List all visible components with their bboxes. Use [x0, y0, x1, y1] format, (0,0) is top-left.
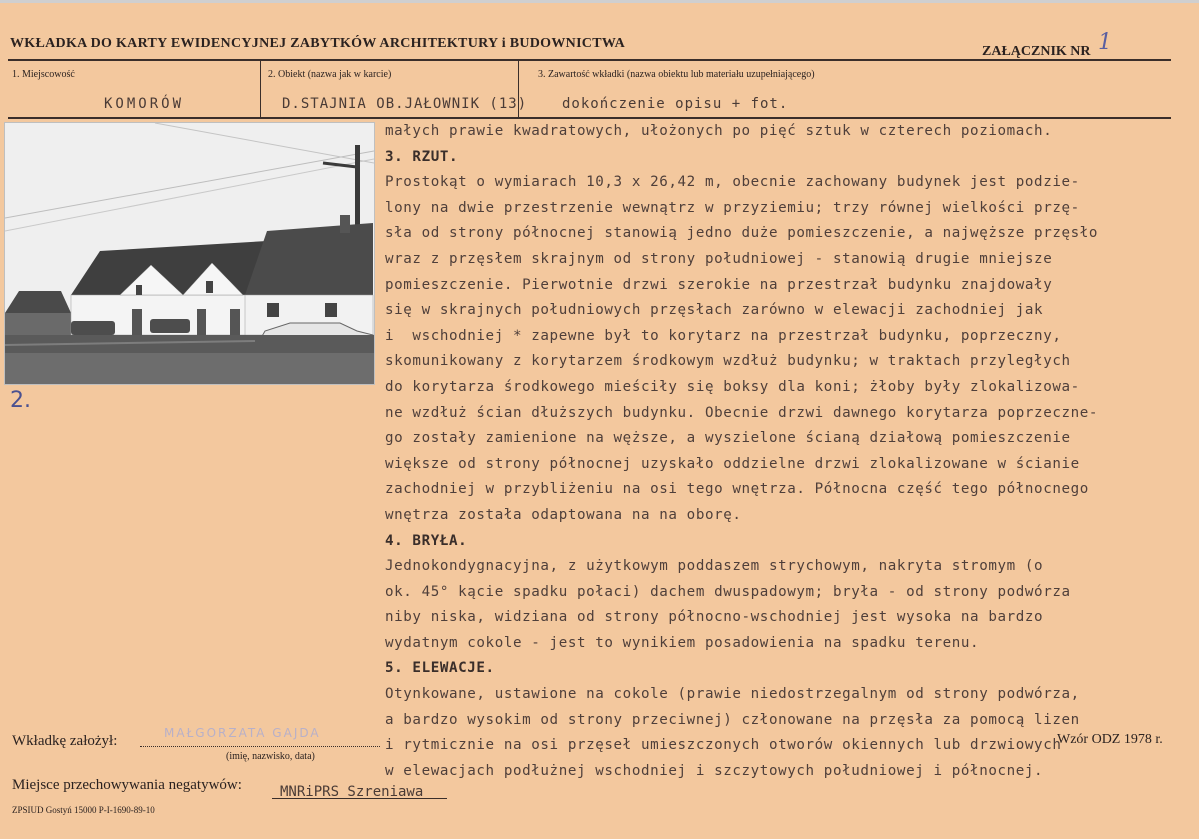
object-label: 2. Obiekt (nazwa jak w karcie) [268, 69, 392, 80]
created-by-sublabel: (imię, nazwisko, data) [226, 751, 315, 762]
created-by-label: Wkładkę założył: [12, 733, 118, 749]
text-line: Jednokondygnacyjna, z użytkowym poddaszem strychowym, nakryta stromym (o [385, 558, 1044, 575]
header-rule [8, 59, 1171, 61]
description-text [385, 119, 1185, 784]
negatives-label: Miejsce przechowywania negatywów: [12, 777, 242, 793]
attachment-number [982, 30, 1113, 61]
template-note: Wzór ODZ 1978 r. [1057, 732, 1163, 747]
text-line: i wschodniej * zapewne był to korytarz na przestrzał budynku, poprzeczny, [385, 327, 1062, 344]
section-heading: 3. RZUT. [385, 148, 459, 165]
content-value: dokończenie opisu + fot. [562, 96, 789, 112]
text-line: pomieszczenie. Pierwotnie drzwi szerokie na przestrzał budynku znajdowały [385, 276, 1053, 293]
text-line: go zostały zamienione na węższe, a wyszielone ścianą działową pomieszczenie [385, 430, 1071, 447]
created-by-line [140, 746, 380, 747]
text-line: do korytarza środkowego mieściły się boksy dla koni; żłoby były zlokalizowa- [385, 378, 1080, 395]
text-line: wraz z przęsłem skrajnym od strony południowej - stanowią drugie mniejsze [385, 250, 1053, 267]
text-line: Otynkowane, ustawione na cokole (prawie niedostrzegalnym od strony podwórza, [385, 686, 1080, 703]
form-title: WKŁADKA DO KARTY EWIDENCYJNEJ ZABYTKÓW ARCHITEKTURY i BUDOWNICTWA [10, 36, 626, 51]
content-label: 3. Zawartość wkładki (nazwa obiektu lub materiału uzupełniającego) [538, 69, 815, 80]
text-line: a bardzo wysokim od strony przeciwnej) członowane na przęsła za pomocą lizen [385, 711, 1080, 728]
text-line: większe od strony północnej uzyskało oddzielne drzwi zlokalizowane w ścianie [385, 455, 1080, 472]
text-line: zachodniej w przybliżeniu na osi tego wnętrza. Północna część tego północnego [385, 481, 1089, 498]
attachment-label: ZAŁĄCZNIK NR [982, 44, 1091, 59]
text-line: w elewacjach podłużnej wschodniej i szczytowych południowej i północnej. [385, 762, 1044, 779]
field-divider-1 [260, 61, 261, 117]
text-line: Prostokąt o wymiarach 10,3 x 26,42 m, obecnie zachowany budynek jest podzie- [385, 174, 1080, 191]
object-value: D.STAJNIA OB.JAŁOWNIK (13) [282, 96, 528, 112]
locality-value: KOMORÓW [104, 96, 185, 112]
text-line: się w skrajnych południowych przęsłach zarówno w elewacji zachodniej jak [385, 302, 1044, 319]
stable-photograph [4, 122, 375, 385]
section-heading: 4. BRYŁA. [385, 532, 468, 549]
text-line: i rytmicznie na osi przęseł umieszczonych otworów okiennych lub drzwiowych [385, 737, 1062, 754]
text-line: wydatnym cokole - jest to wynikiem posadowienia na spadku terenu. [385, 634, 980, 651]
scan-border [0, 0, 1199, 3]
text-line: lony na dwie przestrzenie wewnątrz w przyziemiu; trzy równej wielkości przę- [385, 199, 1080, 216]
text-line: małych prawie kwadratowych, ułożonych po pięć sztuk w czterech poziomach. [385, 123, 1053, 139]
text-line: niby niska, widziana od strony północno-wschodniej jest wysoka na bardzo [385, 609, 1044, 626]
negatives-location: MNRiPRS Szreniawa [280, 784, 424, 800]
print-info: ZPSIUD Gostyń 15000 P-I-1690-89-10 [12, 805, 155, 815]
attachment-handwritten-number: 1 [1098, 30, 1113, 55]
text-line: sła od strony północnej stanowią jedno duże pomieszczenie, a najwęższe przęsło [385, 225, 1099, 242]
photo-number: 2. [10, 388, 31, 413]
text-line: wnętrza została odaptowana na na oborę. [385, 506, 742, 523]
text-line: skomunikowany z korytarzem środkowym wzdłuż budynku; w traktach przyległych [385, 353, 1071, 370]
negatives-line [272, 798, 447, 799]
created-by-stamp: MAŁGORZATA GAJDA [164, 726, 321, 740]
section-heading: 5. ELEWACJE. [385, 660, 495, 677]
text-line: ne wzdłuż ścian dłuższych budynku. Obecnie drzwi dawnego korytarza poprzeczne- [385, 404, 1099, 421]
locality-label: 1. Miejscowość [12, 69, 75, 80]
text-line: ok. 45° kącie spadku połaci) dachem dwuspadowym; bryła - od strony podwórza [385, 583, 1071, 600]
stable-building-image [5, 123, 374, 384]
